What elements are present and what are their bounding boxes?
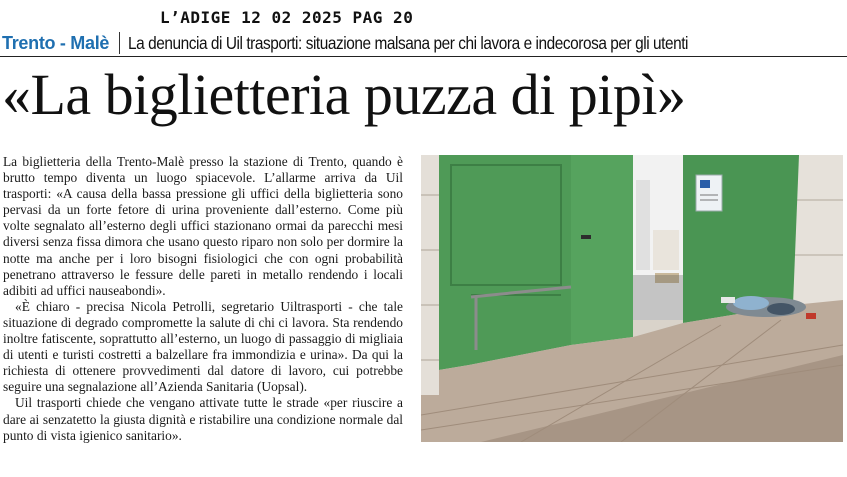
green-wall-panel (439, 155, 571, 370)
stone-pillar-right (793, 155, 843, 315)
open-door-leaf (571, 155, 633, 345)
article-headline: «La biglietteria puzza di pipì» (2, 62, 686, 127)
subheadline: La denuncia di Uil trasporti: situazione malsana per chi lavora e indecorosa per gli utenti (128, 32, 689, 53)
section-divider (119, 32, 120, 54)
section-label: Trento - Malè (2, 32, 110, 53)
body-paragraph: «È chiaro - precisa Nicola Petrolli, segretario Uiltrasporti - che tale situazione di degrado compromette la salute di chi ci lavora. Sta rendendo inoltre fatiscente, soprattutto all’esterno, un luogo di passaggio di migliaia di utenti e turisti costretti a balzellare fra immondizia e urina». Da qui la richiesta di ottenere provvedimenti dal datore di lavoro, cui potrebbe seguire una segnalazione all’Azienda Sanitaria (Uopsal). (3, 298, 403, 395)
article-photo (421, 155, 843, 442)
ticket-office-photo (421, 155, 843, 442)
header-rule (0, 56, 847, 57)
section-bar (0, 30, 847, 56)
body-paragraph: La biglietteria della Trento-Malè presso la stazione di Trento, quando è brutto tempo diventa un luogo spiacevole. L’allarme arriva da Uil trasporti: «A causa della bassa pressione gli uffici della biglietteria sono pervasi da un forte fetore di urina proveniente dall’esterno. Come più volte segnalato all’esterno degli uffici stazionano ormai da parecchi mesi diversi senza fissa dimora che usano questo riparo non solo per dormire la notte ma anche per i loro bisogni fisiologici che con ogni probabilità penetrano attraverso le fessure delle pareti in metallo rendendo i locali adibiti ad uffici nauseabondi». (3, 154, 403, 298)
newspaper-masthead: L’ADIGE 12 02 2025 PAG 20 (160, 8, 414, 27)
article-body (3, 154, 403, 444)
body-paragraph: Uil trasporti chiede che vengano attivate tutte le strade «per riuscire a dare ai senzatetto la giusta dignità e ristabilire una condizione normale dal punto di vista igienico sanitario». (3, 395, 403, 443)
